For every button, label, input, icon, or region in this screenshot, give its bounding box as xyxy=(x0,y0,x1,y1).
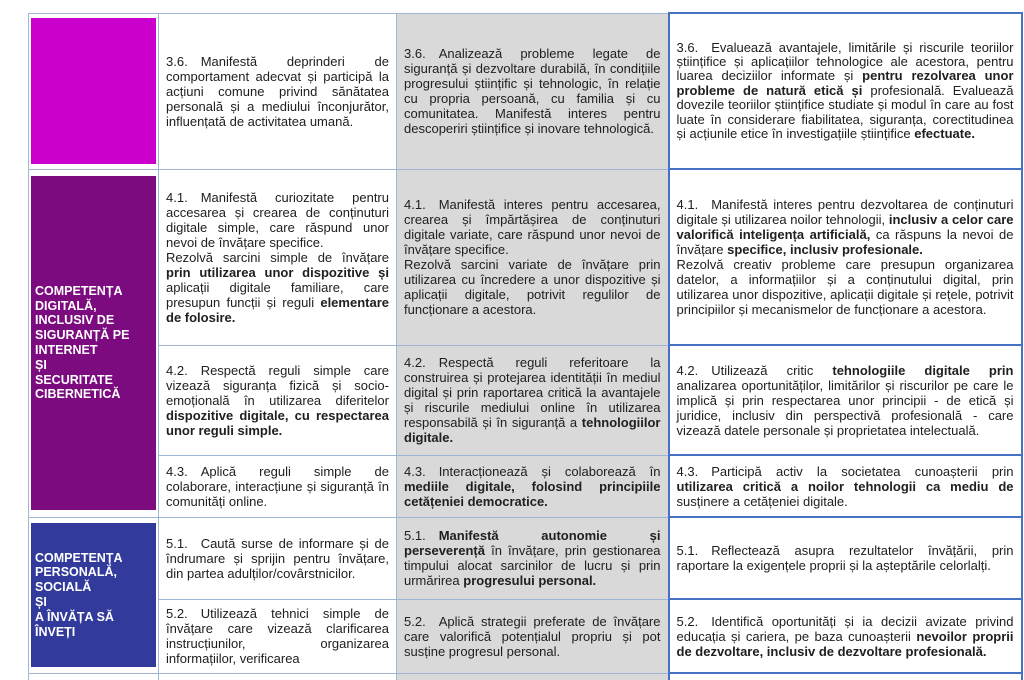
cell-4-3-col3: 4.3. Participă activ la societatea cunoașterii prin utilizarea critică a noilor tehnologii ca mediu de susținere a cetățeniei digitale. xyxy=(669,455,1022,517)
cell-5-2-col2: 5.2. Aplică strategii preferate de învățare care valorifică potențialul propriu și pot susține progresul personal. xyxy=(397,599,669,673)
section-4-header-digital-competence: COMPETENȚA DIGITALĂ, INCLUSIV DE SIGURANȚĂ PE INTERNET ȘI SECURITATE CIBERNETICĂ xyxy=(31,176,156,510)
cell-next-col2 xyxy=(397,673,669,680)
cell-4-2-col2: 4.2. Respectă reguli referitoare la construirea și protejarea identității în mediul digital și prin raportarea critică la avantajele și riscurile mediului online în utilizarea responsabilă și în siguranță a tehnologiilor digitale. xyxy=(397,345,669,455)
cell-next-col3 xyxy=(669,673,1022,680)
cell-4-2-col3: 4.2. Utilizează critic tehnologiile digitale prin analizarea oportunităților, limitărilor și riscurilor pe care le implică și prin respectarea unor principii - de etică și juridice, inclusiv din perspectivă profesională - care vizează datele personale și proprietatea intelectuală. xyxy=(669,345,1022,455)
table-row xyxy=(29,345,1022,455)
cell-5-1-col2: 5.1. Manifestă autonomie și perseverență în învățare, prin gestionarea timpului alocat sarcinilor de lucru și prin urmărirea progresului personal. xyxy=(397,517,669,599)
cell-4-3-col2: 4.3. Interacționează și colaborează în mediile digitale, folosind principiile cetățeniei democratice. xyxy=(397,455,669,517)
table-row xyxy=(29,517,1022,599)
cell-5-2-col3: 5.2. Identifică oportunități și ia decizii avizate privind educația și cariera, pe baza cunoașterii nevoilor proprii de dezvoltare, inclusiv de dezvoltare profesională. xyxy=(669,599,1022,673)
cell-5-2-col1: 5.2. Utilizează tehnici simple de învățare care vizează clarificarea instrucțiunilor, organizarea informațiilor, verificarea xyxy=(159,599,397,673)
table-row-cutoff xyxy=(29,673,1022,680)
cell-3-6-col1: 3.6. Manifestă deprinderi de comportament adecvat și participă la acțiuni comune privind sănătatea personală și a mediului înconjurător, influențată de activitatea umană. xyxy=(159,13,397,169)
cell-4-3-col1: 4.3. Aplică reguli simple de colaborare, interacțiune și siguranță în comunități online. xyxy=(159,455,397,517)
section-5-header-cell xyxy=(29,517,159,673)
cell-4-1-col1: 4.1. Manifestă curiozitate pentru accesarea și crearea de conținuturi digitale simple, care răspund unor nevoi de învățare specifice. Rezolvă sarcini simple de învățare prin utilizarea unor dispozitive și aplicații digitale familiare, care presupun funcții și reguli elementare de folosire. xyxy=(159,169,397,345)
cell-next-header xyxy=(29,673,159,680)
section-3-color-block xyxy=(31,18,156,164)
cell-4-1-col3: 4.1. Manifestă interes pentru dezvoltarea de conținuturi digitale și utilizarea noilor tehnologii, inclusiv a celor care valorifică inteligența artificială, ca răspuns la nevoi de învățare specifice, inclusiv profesionale. Rezolvă creativ probleme care presupun organizarea datelor, a informațiilor și a conținutului digital, prin utilizarea unor dispozitive, aplicații digitale și rețele, potrivit principiilor și mecanismelor de funcționare a acestora. xyxy=(669,169,1022,345)
cell-5-1-col3: 5.1. Reflectează asupra rezultatelor învățării, prin raportare la exigențele proprii și la așteptările celorlalți. xyxy=(669,517,1022,599)
table-row xyxy=(29,455,1022,517)
cell-4-1-col2: 4.1. Manifestă interes pentru accesarea, crearea și împărtășirea de conținuturi digitale variate, care răspund unor nevoi de învățare specifice. Rezolvă sarcini variate de învățare prin utilizarea cu încredere a unor dispozitive și aplicații digitale, potrivit regulilor de funcționare a acestora. xyxy=(397,169,669,345)
table-row xyxy=(29,169,1022,345)
competency-table xyxy=(28,12,1023,680)
cell-4-2-col1: 4.2. Respectă reguli simple care vizează siguranța fizică și socio-emoțională în utilizarea diferitelor dispozitive digitale, cu respectarea unor reguli simple. xyxy=(159,345,397,455)
section-5-header-personal-competence: COMPETENȚA PERSONALĂ, SOCIALĂ ȘI A ÎNVĂȚA SĂ ÎNVEȚI xyxy=(31,523,156,667)
cell-next-col1 xyxy=(159,673,397,680)
cell-5-1-col1: 5.1. Caută surse de informare și de îndrumare și sprijin pentru învățare, din partea adulților/covârstnicilor. xyxy=(159,517,397,599)
cell-3-6-col2: 3.6. Analizează probleme legate de siguranță și dezvoltare durabilă, în condițiile progresului științific și tehnologic, în relație cu propria persoană, cu familia și cu comunitatea. Manifestă interes pentru descoperiri științifice și inovare tehnologică. xyxy=(397,13,669,169)
section-4-header-cell xyxy=(29,169,159,517)
table-row xyxy=(29,13,1022,169)
cell-3-6-col3: 3.6. Evaluează avantajele, limitările și riscurile teoriilor științifice și aplicațiilor tehnologice ale acestora, pentru luarea deciziilor informate și pentru rezolvarea unor probleme de natură etică și profesională. Evaluează dovezile teoriilor științifice studiate și modul în care au fost luate în considerare fiabilitatea, siguranța, corectitudinea și acțiunile etice în investigațiile științifice efectuate. xyxy=(669,13,1022,169)
section-3-header-cell xyxy=(29,13,159,169)
table-row xyxy=(29,599,1022,673)
